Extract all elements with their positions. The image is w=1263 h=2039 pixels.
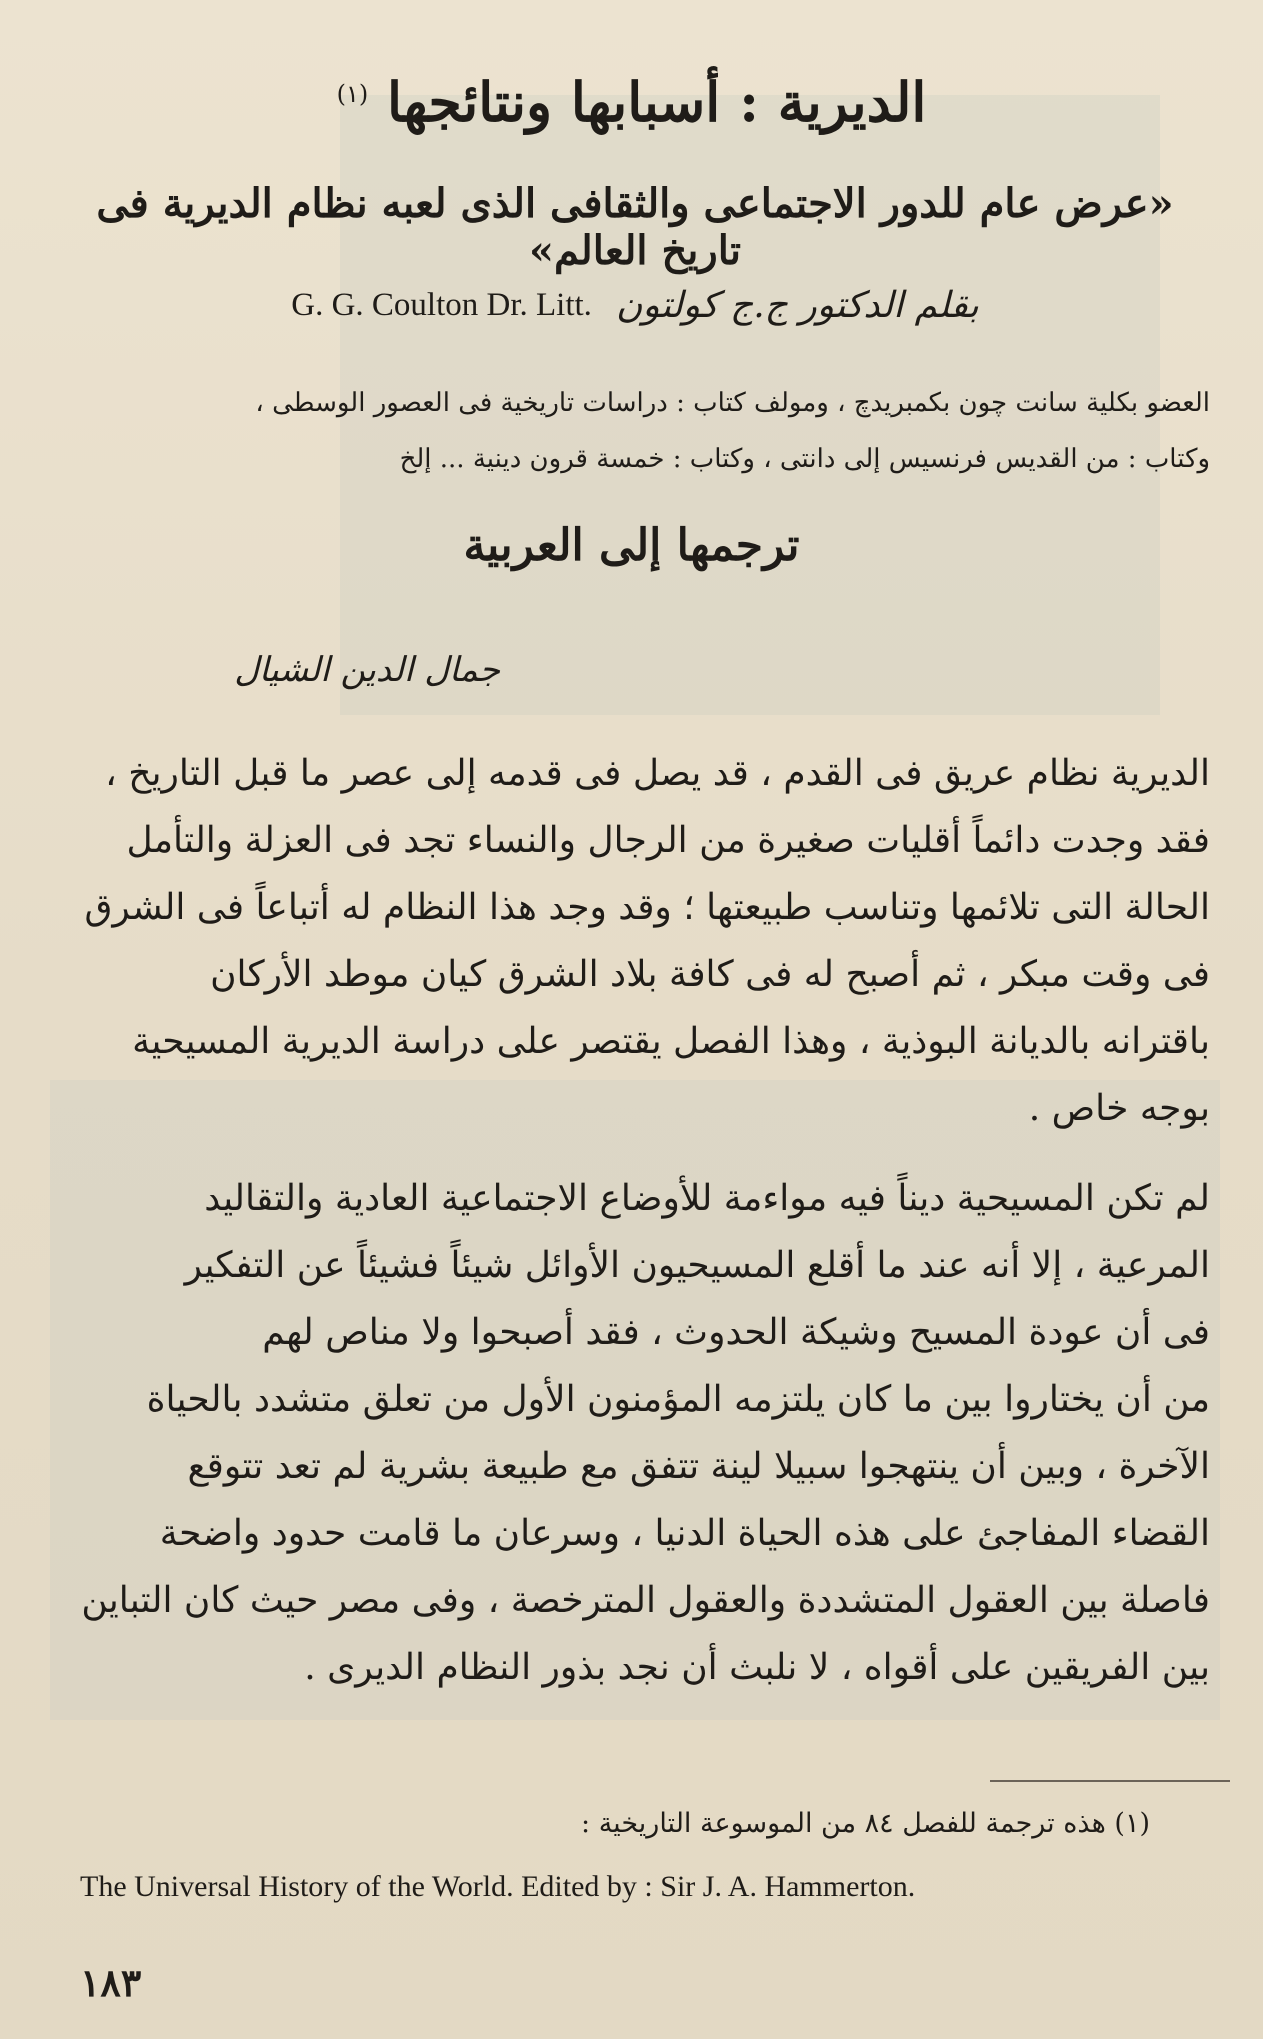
footnote-arabic: (١) هذه ترجمة للفصل ٨٤ من الموسوعة التاريخية : [581,1808,1150,1839]
translator-name: جمال الدين الشيال [234,650,500,690]
author-latin: G. G. Coulton Dr. Litt. [291,287,592,323]
footnote-divider [990,1780,1230,1782]
paragraph-line: فى وقت مبكر ، ثم أصبح له فى كافة بلاد الشرق كيان موطد الأركان [210,954,1210,995]
paragraph-line: لم تكن المسيحية ديناً فيه مواءمة للأوضاع الاجتماعية العادية والتقاليد [204,1178,1210,1219]
footnote-english: The Universal History of the World. Edited by : Sir J. A. Hammerton. [80,1870,916,1903]
paragraph-line: الآخرة ، وبين أن ينتهجوا سبيلا لينة تتفق مع طبيعة بشرية لم تعد تتوقع [187,1446,1210,1487]
paragraph-2 [70,1165,1210,1701]
title-text: الديرية : أسبابها ونتائجها [387,70,927,134]
paragraph-line: بوجه خاص . [1028,1088,1210,1129]
paragraph-line: فى أن عودة المسيح وشيكة الحدوث ، فقد أصبحوا ولا مناص لهم [262,1312,1210,1353]
subtitle: «عرض عام للدور الاجتماعى والثقافى الذى لعبه نظام الديرية فى تاريخ العالم» [96,180,1174,274]
translated-heading: ترجمها إلى العربية [463,520,800,571]
paragraph-1 [70,740,1210,1142]
bio-line: العضو بكلية سانت چون بكمبريدچ ، ومولف كتاب : دراسات تاريخية فى العصور الوسطى ، [255,388,1210,418]
paragraph-line: الحالة التى تلائمها وتناسب طبيعتها ؛ وقد وجد هذا النظام له أتباعاً فى الشرق [84,887,1210,928]
paragraph-line: فقد وجدت دائماً أقليات صغيرة من الرجال والنساء تجد فى العزلة والتأمل [126,820,1210,861]
page-number: ١٨٣ [80,1960,142,2005]
paragraph-line: بين الفريقين على أقواه ، لا نلبث أن نجد بذور النظام الديرى . [304,1647,1210,1688]
author-bio [60,375,1210,487]
bio-line: وكتاب : من القديس فرنسيس إلى دانتى ، وكتاب : خمسة قرون دينية ... إلخ [399,444,1210,474]
author-line [220,285,1050,326]
paragraph-line: القضاء المفاجئ على هذه الحياة الدنيا ، وسرعان ما قامت حدود واضحة [159,1513,1210,1554]
author-arabic: بقلم الدكتور ج.ج كولتون [615,285,979,326]
page-title [200,70,1063,134]
paragraph-line: الديرية نظام عريق فى القدم ، قد يصل فى قدمه إلى عصر ما قبل التاريخ ، [105,753,1210,794]
paragraph-line: باقترانه بالديانة البوذية ، وهذا الفصل يقتصر على دراسة الديرية المسيحية [132,1021,1210,1062]
paragraph-line: من أن يختاروا بين ما كان يلتزمه المؤمنون الأول من تعلق متشدد بالحياة [146,1379,1210,1420]
title-footnote-mark: (١) [336,80,369,108]
paragraph-line: فاصلة بين العقول المتشددة والعقول المترخصة ، وفى مصر حيث كان التباين [81,1580,1210,1621]
paragraph-line: المرعية ، إلا أنه عند ما أقلع المسيحيون الأوائل شيئاً فشيئاً عن التفكير [184,1245,1210,1286]
